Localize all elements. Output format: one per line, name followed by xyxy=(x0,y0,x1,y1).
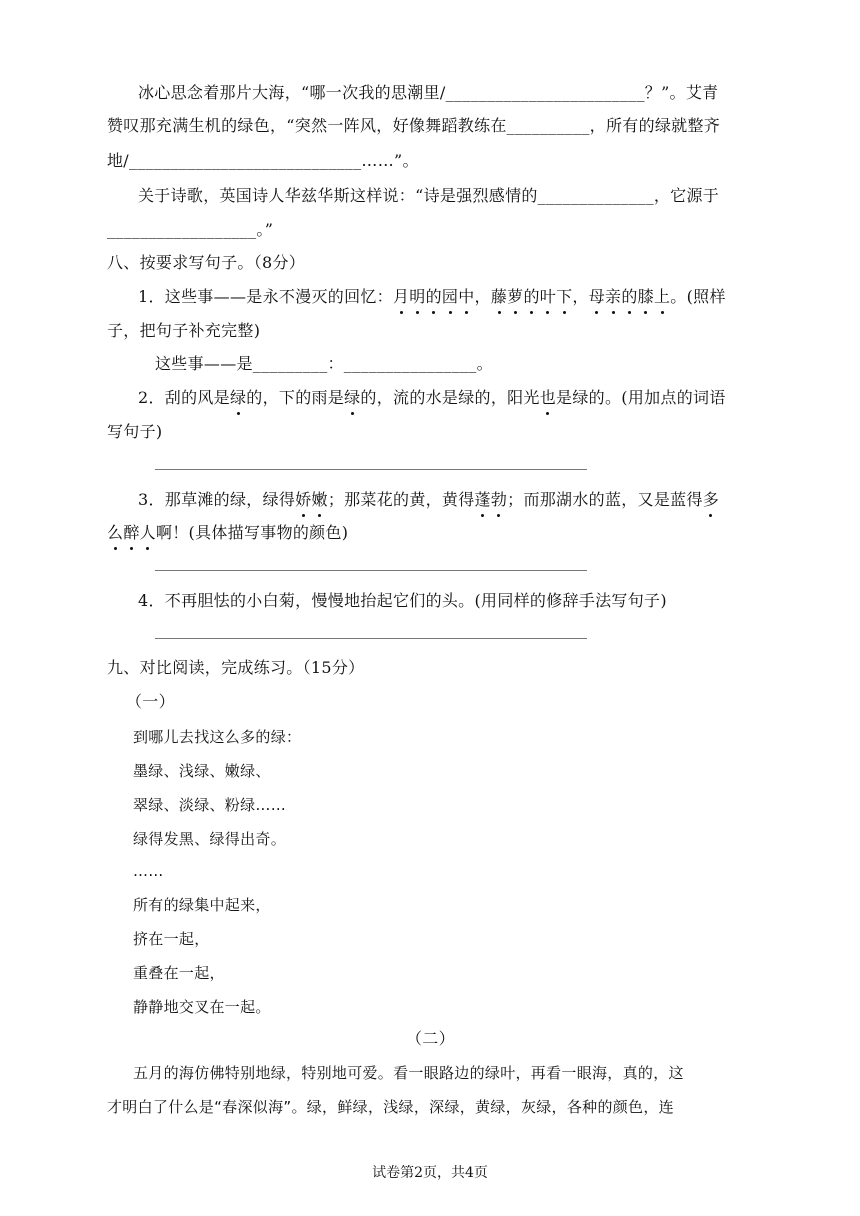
question-8-4: 4．不再胆怯的小白菊，慢慢地抬起它们的头。(用同样的修辞手法写句子) xyxy=(138,591,667,610)
poem-line: 绿得发黑、绿得出奇。 xyxy=(133,830,287,848)
emphasis-char: 膝 xyxy=(637,287,654,306)
emphasis-char: 勃 xyxy=(490,490,508,509)
fill-line-3: 地/____________________________……”。 xyxy=(107,151,419,170)
q3-text-end: 啊！(具体描写事物的颜色) xyxy=(155,523,349,542)
emphasis-char: 多 xyxy=(702,490,720,509)
emphasis-char: 嫩 xyxy=(311,490,328,509)
emphasis-char: 么 xyxy=(107,523,124,542)
q1-emphasis-2 xyxy=(491,287,573,306)
fill-line-4: 关于诗歌，英国诗人华兹华斯这样说：“诗是强烈感情的______________，它源于 xyxy=(138,186,720,205)
q1-emphasis-3 xyxy=(589,287,671,306)
q1-text: 1．这些事——是永不漫灭的回忆： xyxy=(138,287,393,306)
prose-line-1: 五月的海仿佛特别地绿，特别地可爱。看一眼路边的绿叶，再看一眼海，真的，这 xyxy=(133,1064,684,1082)
question-8-1 xyxy=(138,286,726,308)
page-footer: 试卷第2页，共4页 xyxy=(372,1165,488,1181)
q3-dot-4 xyxy=(107,523,156,542)
question-8-1-line2: 子，把句子补充完整) xyxy=(107,321,261,340)
emphasis-char: 叶 xyxy=(539,287,557,306)
emphasis-char: 母 xyxy=(588,287,606,306)
q3-dot-3 xyxy=(703,490,719,509)
emphasis-char: 蓬 xyxy=(474,490,491,509)
question-8-3-line2 xyxy=(107,522,348,544)
emphasis-char: 的 xyxy=(523,287,540,306)
answer-line-8-4[interactable] xyxy=(155,638,587,639)
q2-text-e: 是 xyxy=(556,388,573,407)
poem-line: 重叠在一起， xyxy=(133,964,225,982)
emphasis-char: 藤 xyxy=(490,287,508,306)
question-8-3 xyxy=(138,489,719,511)
emphasis-char: 月 xyxy=(392,287,410,306)
q3-text-b: ；那菜花的黄，黄得 xyxy=(327,490,475,509)
q3-dot-2 xyxy=(475,490,508,509)
reading-part-2-title: （二） xyxy=(406,1029,455,1048)
answer-line-8-2[interactable] xyxy=(155,469,587,470)
prose-line-2: 才明白了什么是“春深似海”。绿，鲜绿，浅绿，深绿，黄绿，灰绿，各种的颜色，连 xyxy=(107,1098,674,1116)
section-9-heading: 九、对比阅读，完成练习。（15分） xyxy=(107,658,365,677)
emphasis-char: 醉 xyxy=(123,523,140,542)
q3-text-a: 3．那草滩的绿，绿得 xyxy=(138,490,296,509)
question-8-2 xyxy=(138,387,726,409)
q1-emphasis-1 xyxy=(393,287,475,306)
fill-line-2: 赞叹那充满生机的绿色，“突然一阵风，好像舞蹈教练在__________，所有的绿就整齐 xyxy=(107,116,721,135)
reading-part-1-title: （一） xyxy=(126,692,175,711)
q1-comma-2: ， xyxy=(572,287,589,306)
emphasis-char: 萝 xyxy=(507,287,524,306)
q3-text-c: ；而那湖水的蓝，又是蓝得 xyxy=(507,490,703,509)
poem-line: 所有的绿集中起来， xyxy=(133,896,271,914)
q2-dot-1: 绿 xyxy=(229,388,247,407)
emphasis-char: 明 xyxy=(409,287,426,306)
q2-text-d4: 绿 xyxy=(572,388,589,407)
emphasis-char: 亲 xyxy=(605,287,622,306)
answer-line-8-3[interactable] xyxy=(155,570,587,571)
poem-line: 翠绿、淡绿、粉绿…… xyxy=(133,796,287,814)
poem-line: 到哪儿去找这么多的绿： xyxy=(133,728,302,746)
q2-dot-2: 绿 xyxy=(344,388,361,407)
fill-line-1: 冰心思念着那片大海，“哪一次我的思潮里/________________________？”。艾青 xyxy=(138,83,719,102)
q2-text-f: 的。(用加点的词语 xyxy=(588,388,726,407)
emphasis-char: 下 xyxy=(556,287,573,306)
q1-comma: ， xyxy=(474,287,491,306)
question-8-1-fill: 这些事——是_________：________________。 xyxy=(155,354,493,373)
question-8-2-line2: 写句子) xyxy=(107,422,163,441)
poem-line: 静静地交叉在一起。 xyxy=(133,998,271,1016)
poem-line: 挤在一起， xyxy=(133,930,210,948)
q3-dot-1 xyxy=(295,490,328,509)
q2-text-c: 的，流的水是绿的，阳光 xyxy=(360,388,540,407)
q2-text-b: 的，下的雨是 xyxy=(246,388,345,407)
emphasis-char: 上 xyxy=(653,287,671,306)
emphasis-char: 的 xyxy=(621,287,638,306)
q2-text-a: 2．刮的风是 xyxy=(138,388,230,407)
emphasis-char: 人 xyxy=(139,523,156,542)
poem-line: …… xyxy=(133,862,164,880)
emphasis-char: 中 xyxy=(458,287,475,306)
section-8-heading: 八、按要求写句子。（8分） xyxy=(107,253,306,272)
q2-dot-3: 也 xyxy=(539,388,557,407)
emphasis-char: 的 xyxy=(425,287,442,306)
fill-line-5: __________________。” xyxy=(107,220,274,239)
q1-text-end: 。(照样 xyxy=(670,287,726,306)
emphasis-char: 园 xyxy=(441,287,459,306)
poem-line: 墨绿、浅绿、嫩绿、 xyxy=(133,762,271,780)
emphasis-char: 娇 xyxy=(295,490,312,509)
